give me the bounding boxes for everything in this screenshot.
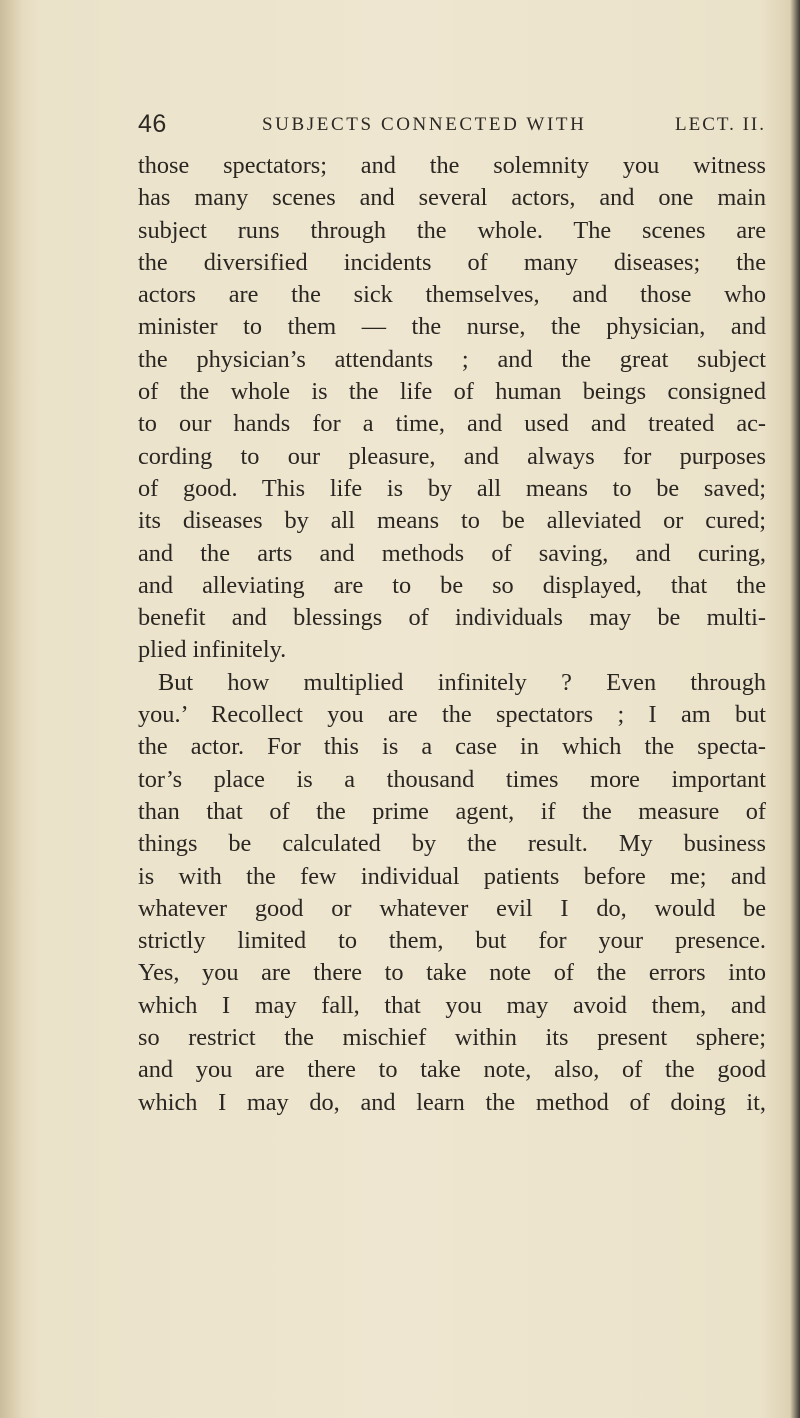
text-line: has many scenes and several actors, and one main — [138, 184, 766, 212]
text-line: its diseases by all means to be alleviated or cured; — [138, 507, 766, 535]
text-line: the diversified incidents of many diseases; the — [138, 248, 766, 276]
page-gutter-shadow — [0, 0, 22, 1418]
page-header — [138, 110, 766, 144]
text-line: whatever good or whatever evil I do, would be — [138, 894, 766, 922]
paragraph-end-line: plied infinitely. — [138, 636, 287, 664]
text-line: those spectators; and the solemnity you witness — [138, 152, 766, 179]
paragraph-start-line: But how multiplied infinitely ? Even through — [158, 668, 766, 696]
text-line: cording to our pleasure, and always for purposes — [138, 442, 766, 470]
text-line: Yes, you are there to take note of the errors into — [138, 959, 766, 987]
text-line: is with the few individual patients before me; and — [138, 862, 766, 890]
text-line: tor’s place is a thousand times more important — [138, 765, 766, 793]
text-line: minister to them — the nurse, the physician, and — [138, 313, 766, 341]
lecture-reference: LECT. II. — [675, 114, 766, 135]
text-line: subject runs through the whole. The scenes are — [138, 216, 766, 244]
text-line: so restrict the mischief within its present sphere; — [138, 1024, 766, 1052]
text-line: benefit and blessings of individuals may be multi- — [138, 604, 766, 632]
text-line: than that of the prime agent, if the measure of — [138, 797, 766, 825]
text-line: actors are the sick themselves, and those who — [138, 281, 766, 309]
text-line: and alleviating are to be so displayed, that the — [138, 571, 766, 599]
text-line: the actor. For this is a case in which the specta- — [138, 733, 766, 761]
text-line: strictly limited to them, but for your presence. — [138, 927, 766, 955]
text-line: which I may do, and learn the method of doing it, — [138, 1088, 766, 1116]
text-line: which I may fall, that you may avoid them, and — [138, 991, 766, 1019]
text-line: to our hands for a time, and used and treated ac- — [138, 410, 766, 438]
text-line: the physician’s attendants ; and the great subject — [138, 345, 766, 373]
text-line: and you are there to take note, also, of the good — [138, 1056, 766, 1084]
text-line: of the whole is the life of human beings consigned — [138, 378, 766, 406]
text-line: of good. This life is by all means to be saved; — [138, 474, 766, 502]
page-number: 46 — [138, 110, 167, 138]
page-edge-shadow — [790, 0, 800, 1418]
running-head: SUBJECTS CONNECTED WITH — [262, 114, 587, 135]
text-line: and the arts and methods of saving, and curing, — [138, 539, 766, 567]
text-line: things be calculated by the result. My business — [138, 830, 766, 858]
text-line: you.’ Recollect you are the spectators ; I am but — [138, 701, 766, 729]
body-text — [138, 150, 766, 1119]
